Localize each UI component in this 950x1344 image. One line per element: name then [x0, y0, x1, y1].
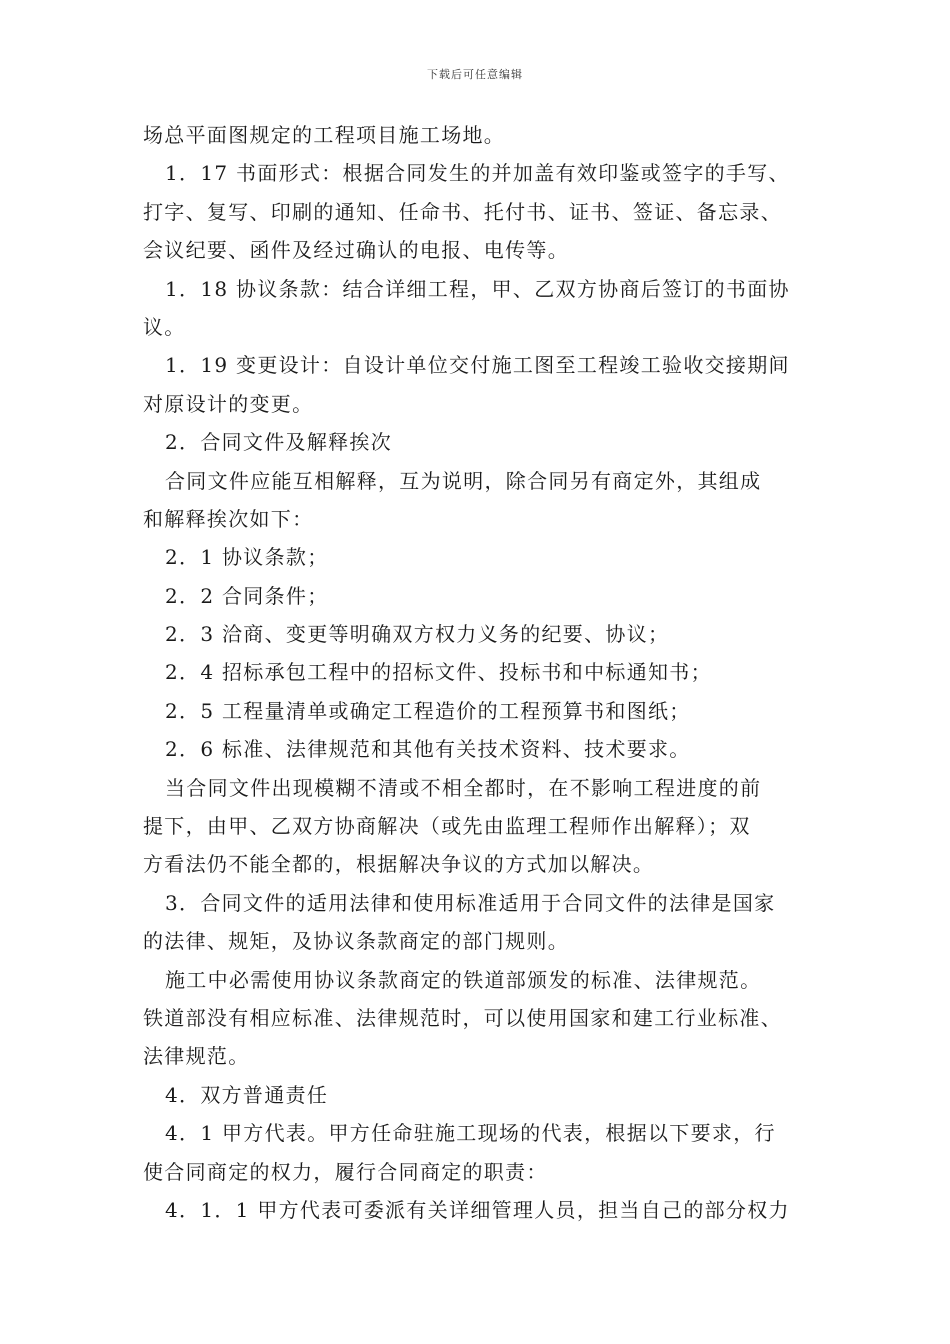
text-line: 4．1 甲方代表。甲方任命驻施工现场的代表，根据以下要求，行: [165, 1121, 776, 1146]
text-line: 对原设计的变更。: [143, 391, 314, 416]
list-item: 2．2 合同条件；: [165, 583, 329, 608]
text-line: 议。: [143, 314, 186, 339]
text-line: 合同文件应能互相解释，互为说明，除合同另有商定外，其组成: [165, 468, 762, 493]
section-heading: 4．双方普通责任: [165, 1082, 329, 1107]
text-line: 铁道部没有相应标准、法律规范时，可以使用国家和建工行业标准、: [143, 1005, 782, 1030]
text-line: 的法律、规矩，及协议条款商定的部门规则。: [143, 929, 569, 954]
text-line: 和解释挨次如下：: [143, 506, 314, 531]
text-line: 会议纪要、函件及经过确认的电报、电传等。: [143, 238, 569, 263]
text-line: 方看法仍不能全都的，根据解决争议的方式加以解决。: [143, 852, 655, 877]
text-line: 施工中必需使用协议条款商定的铁道部颁发的标准、法律规范。: [165, 967, 762, 992]
text-line: 打字、复写、印刷的通知、任命书、托付书、证书、签证、备忘录、: [143, 199, 782, 224]
text-line: 1．18 协议条款：结合详细工程，甲、乙双方协商后签订的书面协: [165, 276, 790, 301]
list-item: 2．4 招标承包工程中的招标文件、投标书和中标通知书；: [165, 660, 712, 685]
text-line: 法律规范。: [143, 1044, 250, 1069]
text-line: 1．19 变更设计：自设计单位交付施工图至工程竣工验收交接期间: [165, 353, 790, 378]
list-item: 2．5 工程量清单或确定工程造价的工程预算书和图纸；: [165, 698, 691, 723]
header-note: 下载后可任意编辑: [427, 68, 523, 81]
list-item: 2．1 协议条款；: [165, 545, 329, 570]
section-heading: 3．合同文件的适用法律和使用标准适用于合同文件的法律是国家: [165, 890, 776, 915]
section-heading: 2．合同文件及解释挨次: [165, 430, 393, 455]
text-line: 提下，由甲、乙双方协商解决（或先由监理工程师作出解释）；双: [143, 814, 751, 839]
text-line: 当合同文件出现模糊不清或不相全都时，在不影响工程进度的前: [165, 775, 762, 800]
list-item: 2．6 标准、法律规范和其他有关技术资料、技术要求。: [165, 737, 691, 762]
text-line: 场总平面图规定的工程项目施工场地。: [143, 123, 506, 147]
text-line: 4．1．1 甲方代表可委派有关详细管理人员，担当自己的部分权力: [165, 1197, 790, 1222]
list-item: 2．3 洽商、变更等明确双方权力义务的纪要、协议；: [165, 622, 670, 647]
document-body: [143, 116, 823, 1229]
text-line: 1．17 书面形式：根据合同发生的并加盖有效印鉴或签字的手写、: [165, 161, 790, 186]
text-line: 使合同商定的权力，履行合同商定的职责：: [143, 1159, 548, 1184]
